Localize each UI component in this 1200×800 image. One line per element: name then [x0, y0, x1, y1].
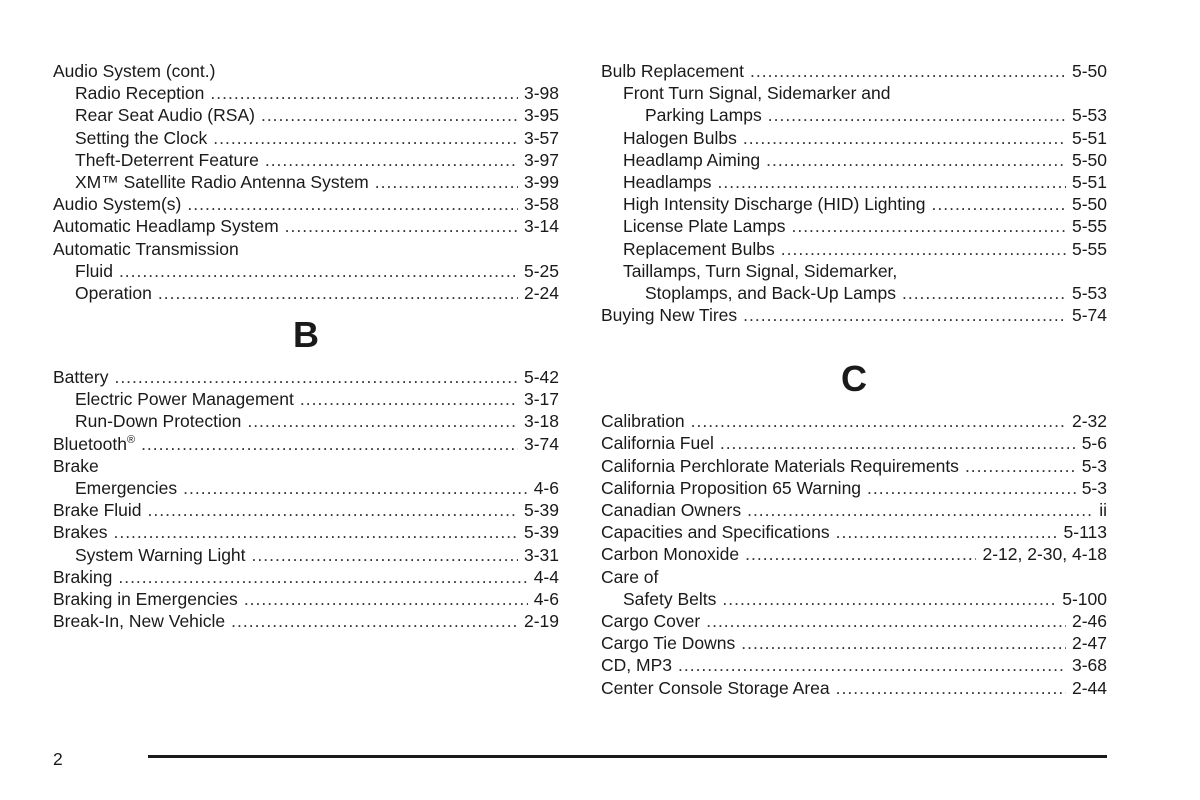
entry-label-text: Electric Power Management — [75, 389, 294, 410]
index-subentry — [601, 215, 1107, 237]
entry-label — [53, 366, 108, 388]
index-subentry — [53, 104, 559, 126]
entry-label — [601, 566, 658, 588]
entry-label-text: Break-In, New Vehicle — [53, 611, 226, 632]
dot-leader — [720, 432, 1076, 454]
entry-list — [601, 60, 1107, 326]
entry-label — [53, 566, 112, 588]
entry-label-text: Radio Reception — [75, 83, 205, 104]
entry-label — [601, 455, 959, 477]
dot-leader — [836, 677, 1066, 699]
page-reference: 5-42 — [523, 367, 559, 388]
entry-label-text: Automatic Transmission — [53, 238, 239, 259]
section-letter: B — [293, 314, 319, 356]
section-letter: C — [841, 358, 867, 400]
entry-label — [623, 260, 897, 282]
entry-label — [53, 60, 215, 82]
entry-label — [601, 521, 830, 543]
entry-label — [75, 388, 294, 410]
dot-leader — [119, 260, 518, 282]
dot-leader — [141, 433, 518, 455]
entry-label — [53, 238, 239, 260]
entry-label — [601, 432, 714, 454]
dot-leader — [261, 104, 518, 126]
entry-label-text: Front Turn Signal, Sidemarker and — [623, 83, 891, 104]
index-entry — [601, 410, 1107, 432]
page-reference: 4-4 — [533, 566, 559, 587]
dot-leader — [148, 499, 518, 521]
entry-label-text: Canadian Owners — [601, 500, 742, 520]
entry-list — [601, 410, 1107, 698]
entry-label-text: Carbon Monoxide — [601, 544, 740, 565]
index-subentry — [601, 171, 1107, 193]
index-subentry — [601, 282, 1107, 304]
entry-label — [75, 149, 259, 171]
index-entry — [53, 499, 559, 521]
index-subentry — [53, 82, 559, 104]
dot-leader — [718, 171, 1066, 193]
index-entry — [53, 366, 559, 388]
page-reference: 5-100 — [1062, 588, 1107, 609]
entry-label-text: Fluid — [75, 260, 113, 281]
index-entry — [601, 499, 1107, 521]
page-reference: 4-6 — [533, 478, 559, 498]
entry-label — [53, 588, 238, 610]
page-reference: 3-99 — [523, 171, 559, 192]
entry-label — [601, 410, 685, 432]
index-subentry — [53, 127, 559, 149]
dot-leader — [231, 610, 518, 632]
dot-leader — [741, 632, 1066, 654]
index-subentry — [53, 544, 559, 566]
index-entry — [601, 610, 1107, 632]
index-entry — [601, 455, 1107, 477]
index-subentry — [53, 171, 559, 193]
dot-leader — [745, 543, 976, 565]
entry-label-text: Buying New Tires — [601, 305, 738, 326]
entry-label-text: Automatic Headlamp System — [53, 216, 279, 237]
index-entry — [601, 477, 1107, 499]
dot-leader — [213, 127, 518, 149]
dot-leader — [902, 282, 1066, 304]
page-reference: 2-47 — [1071, 633, 1107, 654]
index-subentry — [601, 149, 1107, 171]
entry-label-text: Care of — [601, 566, 659, 587]
dot-leader — [300, 388, 518, 410]
dot-leader — [743, 304, 1066, 326]
page-reference: 2-44 — [1071, 677, 1107, 698]
entry-label — [75, 127, 207, 149]
dot-leader — [722, 588, 1056, 610]
entry-label-text: Emergencies — [75, 478, 178, 498]
entry-label — [623, 238, 775, 260]
entry-label-text: Safety Belts — [623, 588, 717, 609]
page-reference: 5-6 — [1081, 433, 1107, 454]
dot-leader — [210, 82, 518, 104]
entry-label-text: Brake — [53, 455, 99, 476]
entry-label-text: Theft-Deterrent Feature — [75, 149, 259, 170]
page-reference: 3-74 — [523, 433, 559, 454]
dot-leader — [265, 149, 518, 171]
entry-label — [75, 282, 152, 304]
index-entry — [53, 610, 559, 632]
page-reference: 2-24 — [523, 282, 559, 303]
dot-leader — [158, 282, 518, 304]
entry-label-text: Battery — [53, 367, 109, 388]
page-reference: 5-25 — [523, 260, 559, 281]
dot-leader — [375, 171, 518, 193]
dot-leader — [743, 127, 1066, 149]
page-reference: 5-113 — [1063, 522, 1107, 543]
dot-leader — [113, 521, 518, 543]
entry-label-text: Taillamps, Turn Signal, Sidemarker, — [623, 260, 898, 281]
page-reference: 5-51 — [1071, 127, 1107, 148]
entry-label — [53, 521, 107, 543]
entry-label-text: Audio System (cont.) — [53, 61, 216, 81]
dot-leader — [781, 238, 1066, 260]
entry-label — [75, 82, 204, 104]
page-reference: 3-31 — [523, 544, 559, 565]
dot-leader — [247, 410, 518, 432]
page-reference: 5-74 — [1071, 305, 1107, 326]
index-subentry — [601, 588, 1107, 610]
page-number: 2 — [53, 749, 63, 769]
entry-label-text: Cargo Cover — [601, 610, 701, 631]
entry-label-text: California Perchlorate Materials Requirements — [601, 455, 959, 476]
entry-label — [53, 215, 279, 237]
dot-leader — [114, 366, 518, 388]
entry-label-text: System Warning Light — [75, 544, 246, 565]
entry-label-text: CD, MP3 — [601, 655, 672, 676]
entry-label-text: Braking — [53, 566, 113, 587]
page-reference: 2-12, 2-30, 4-18 — [982, 544, 1107, 565]
index-column-right — [601, 60, 1107, 699]
entry-label-text: Parking Lamps — [645, 105, 762, 126]
dot-leader — [691, 410, 1066, 432]
entry-label — [623, 149, 760, 171]
page-reference: 5-3 — [1081, 477, 1107, 498]
entry-label — [601, 499, 741, 521]
entry-label — [601, 654, 672, 676]
entry-label-text: Rear Seat Audio (RSA) — [75, 105, 255, 126]
page-reference: 3-98 — [523, 83, 559, 104]
index-entry — [601, 632, 1107, 654]
entry-label — [623, 588, 716, 610]
page-reference: 4-6 — [533, 588, 559, 609]
page-reference: 2-32 — [1071, 411, 1107, 432]
entry-label — [75, 410, 241, 432]
entry-label — [75, 171, 369, 193]
page-reference: 3-14 — [523, 216, 559, 237]
index-entry — [601, 566, 1107, 588]
entry-label-text: License Plate Lamps — [623, 216, 786, 237]
entry-label-text: Run-Down Protection — [75, 411, 242, 432]
page-reference: 5-51 — [1071, 171, 1107, 192]
entry-label-text: Setting the Clock — [75, 127, 208, 148]
entry-label-text: Replacement Bulbs — [623, 238, 775, 259]
page-reference: 3-95 — [523, 105, 559, 126]
dot-leader — [183, 477, 528, 499]
entry-list — [53, 60, 559, 304]
page-reference: 3-57 — [523, 127, 559, 148]
footer-rule — [148, 755, 1107, 758]
entry-label — [53, 610, 225, 632]
entry-label-text: Braking in Emergencies — [53, 588, 238, 609]
entry-label-text: XM™ Satellite Radio Antenna System — [75, 171, 369, 192]
dot-leader — [678, 654, 1066, 676]
entry-label — [623, 215, 785, 237]
entry-label — [601, 632, 735, 654]
page-reference: 5-50 — [1071, 61, 1107, 81]
entry-label — [601, 543, 739, 565]
index-entry — [601, 432, 1107, 454]
dot-leader — [118, 566, 527, 588]
index-entry — [53, 193, 559, 215]
index-entry — [53, 238, 559, 260]
page-reference: 5-53 — [1071, 282, 1107, 303]
page-reference: 5-55 — [1071, 216, 1107, 237]
index-subentry — [53, 410, 559, 432]
page-reference: 3-97 — [523, 149, 559, 170]
index-entry — [601, 543, 1107, 565]
entry-label — [601, 610, 700, 632]
entry-label-text: Bluetooth — [53, 433, 127, 454]
index-entry — [53, 215, 559, 237]
page-reference: 3-18 — [523, 411, 559, 432]
entry-label — [623, 127, 737, 149]
entry-label-text: Brakes — [53, 522, 108, 543]
index-subentry — [53, 260, 559, 282]
dot-leader — [867, 477, 1076, 499]
entry-label — [75, 260, 113, 282]
index-entry — [601, 521, 1107, 543]
index-entry — [53, 60, 559, 82]
entry-label-text: Stoplamps, and Back-Up Lamps — [645, 282, 896, 303]
entry-label — [53, 455, 99, 477]
dot-leader — [252, 544, 518, 566]
index-subentry — [601, 104, 1107, 126]
page-reference: 5-50 — [1071, 194, 1107, 215]
entry-label — [645, 282, 896, 304]
entry-label-text: Headlamp Aiming — [623, 149, 761, 170]
index-entry — [53, 521, 559, 543]
page-reference: 5-39 — [523, 500, 559, 521]
index-entry — [601, 677, 1107, 699]
page-reference: 5-55 — [1071, 238, 1107, 259]
entry-label-text: Operation — [75, 282, 152, 303]
page-reference: 3-68 — [1071, 655, 1107, 676]
entry-label-text: Brake Fluid — [53, 500, 142, 521]
page-reference: 5-50 — [1071, 149, 1107, 170]
entry-label-text: Calibration — [601, 411, 685, 432]
entry-label-text: Bulb Replacement — [601, 61, 744, 81]
index-subentry — [601, 238, 1107, 260]
page-reference: 5-53 — [1071, 105, 1107, 126]
entry-label-text: California Fuel — [601, 433, 714, 454]
entry-label — [75, 477, 177, 499]
index-entry — [53, 433, 559, 455]
index-entry — [601, 654, 1107, 676]
dot-leader — [750, 60, 1066, 82]
page-reference: ii — [1099, 500, 1107, 520]
entry-label-text: Audio System(s) — [53, 194, 182, 215]
dot-leader — [965, 455, 1076, 477]
index-entry — [601, 304, 1107, 326]
entry-label — [623, 193, 926, 215]
index-subentry — [601, 193, 1107, 215]
page-reference: 2-46 — [1071, 610, 1107, 631]
page-reference: 2-19 — [523, 611, 559, 632]
page-reference: 5-3 — [1081, 455, 1107, 476]
index-subentry — [601, 127, 1107, 149]
index-subentry — [53, 149, 559, 171]
entry-label — [75, 104, 255, 126]
entry-label — [601, 60, 744, 82]
dot-leader — [932, 193, 1066, 215]
dot-leader — [747, 499, 1093, 521]
entry-label — [601, 304, 737, 326]
index-entry — [53, 566, 559, 588]
index-entry — [53, 455, 559, 477]
dot-leader — [244, 588, 528, 610]
entry-label — [601, 477, 861, 499]
entry-label-text: Center Console Storage Area — [601, 677, 830, 698]
index-subentry — [53, 388, 559, 410]
index-entry — [53, 588, 559, 610]
index-subentry — [53, 477, 559, 499]
entry-label — [623, 82, 891, 104]
entry-label-text: Halogen Bulbs — [623, 127, 737, 148]
entry-label — [53, 193, 181, 215]
index-subentry — [53, 282, 559, 304]
entry-label — [53, 433, 135, 455]
entry-label — [75, 544, 246, 566]
entry-list — [53, 366, 559, 632]
index-entry — [601, 60, 1107, 82]
dot-leader — [768, 104, 1066, 126]
dot-leader — [706, 610, 1066, 632]
page-reference: 3-17 — [523, 389, 559, 410]
index-subentry — [601, 82, 1107, 104]
dot-leader — [187, 193, 518, 215]
page-reference: 5-39 — [523, 522, 559, 543]
index-column-left — [53, 60, 559, 632]
entry-label — [601, 677, 830, 699]
entry-label — [623, 171, 712, 193]
dot-leader — [766, 149, 1066, 171]
registered-mark: ® — [126, 433, 136, 446]
entry-label-text: Cargo Tie Downs — [601, 633, 736, 654]
entry-label — [53, 499, 142, 521]
entry-label — [645, 104, 762, 126]
dot-leader — [836, 521, 1058, 543]
index-subentry — [601, 260, 1107, 282]
entry-label-text: Capacities and Specifications — [601, 522, 830, 543]
entry-label-text: California Proposition 65 Warning — [601, 477, 862, 498]
dot-leader — [791, 215, 1066, 237]
dot-leader — [285, 215, 518, 237]
entry-label-text: High Intensity Discharge (HID) Lighting — [623, 194, 926, 215]
entry-label-text: Headlamps — [623, 171, 712, 192]
page-reference: 3-58 — [523, 194, 559, 215]
